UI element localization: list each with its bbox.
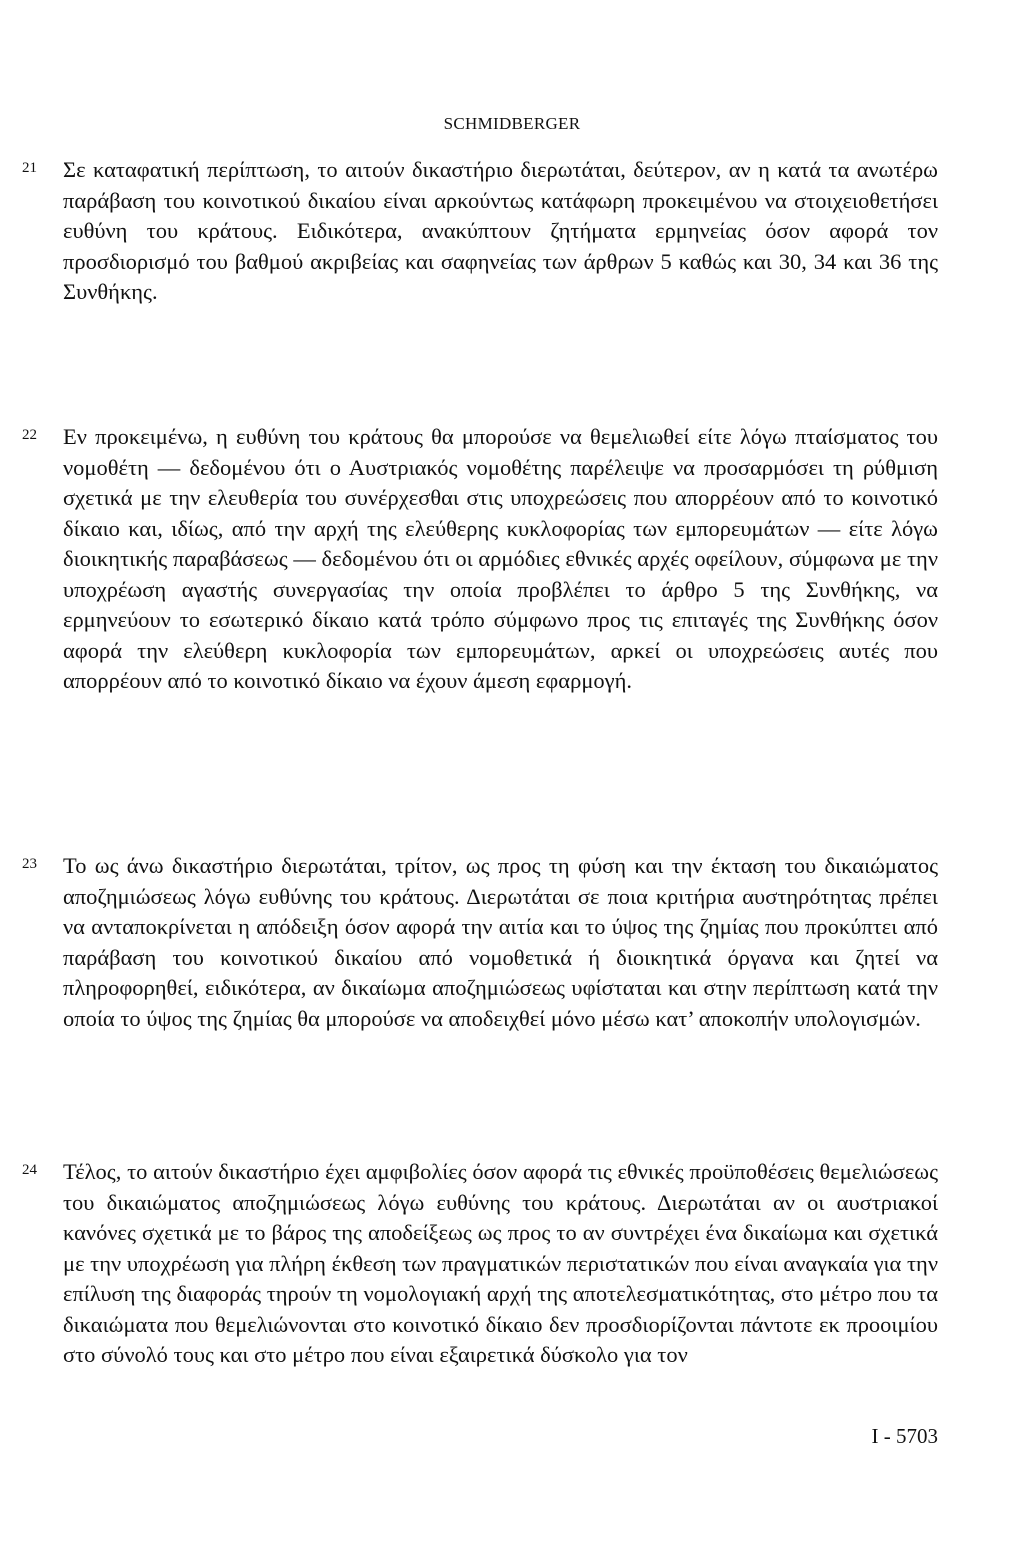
paragraph-text: Το ως άνω δικαστήριο διερωτάται, τρίτον, ως προς τη φύση και την έκταση του δικαιώματος αποζημιώσεως λόγω ευθύνης του κράτους. Διερωτάται σε ποια κριτήρια αυστηρότητας πρέπει να ανταποκρίνεται η απόδειξη όσον αφορά την αιτία και το ύψος της ζημίας που προκύπτει από παράβαση του κοινοτικού δικαίου από νομοθετικά ή διοικητικά όργανα και ζητεί να πληροφορηθεί, ειδικότερα, αν δικαίωμα αποζημιώσεως υφίσταται και στην περίπτωση κατά την οποία το ύψος της ζημίας θα μπορούσε να αποδειχθεί μόνο μέσω κατ’ αποκοπήν υπολογισμών. xyxy=(63,853,938,1031)
paragraph-number: 24 xyxy=(22,1162,37,1178)
paragraph-text: Σε καταφατική περίπτωση, το αιτούν δικαστήριο διερωτάται, δεύτερον, αν η κατά τα ανωτέρω παράβαση του κοινοτικού δικαίου είναι αρκούντως κατάφωρη προκειμένου να στοιχειοθετήσει ευθύνη του κράτους. Ειδικότερα, ανακύπτουν ζητήματα ερμηνείας όσον αφορά τον προσδιορισμό του βαθμού ακριβείας και σαφηνείας των άρθρων 5 καθώς και 30, 34 και 36 της Συνθήκης. xyxy=(63,157,938,304)
running-header: SCHMIDBERGER xyxy=(443,114,581,133)
paragraph-text: Τέλος, το αιτούν δικαστήριο έχει αμφιβολίες όσον αφορά τις εθνικές προϋποθέσεις θεμελιώσεως του δικαιώματος αποζημιώσεως λόγω ευθύνης του κράτους. Διερωτάται αν οι αυστριακοί κανόνες σχετικά με το βάρος της αποδείξεως ως προς το αν συντρέχει ένα δικαίωμα και σχετικά με την υποχρέωση για πλήρη έκθεση των πραγματικών περιστατικών που είναι αναγκαία για την επίλυση της διαφοράς τηρούν τη νομολογιακή αρχή της αποτελεσματικότητας, στο μέτρο που τα δικαιώματα που θεμελιώνονται στο κοινοτικό δίκαιο δεν προσδιορίζονται πάντοτε εκ προοιμίου στο σύνολό τους και στο μέτρο που είναι εξαιρετικά δύσκολο για τον xyxy=(63,1159,938,1367)
paragraph-number: 23 xyxy=(22,856,37,872)
paragraph-text: Εν προκειμένω, η ευθύνη του κράτους θα μπορούσε να θεμελιωθεί είτε λόγω πταίσματος του νομοθέτη — δεδομένου ότι ο Αυστριακός νομοθέτης παρέλειψε να προσαρμόσει τη ρύθμιση σχετικά με την ελευθερία του συνέρχεσθαι στις υποχρεώσεις που απορρέουν από το κοινοτικό δίκαιο και, ιδίως, από την αρχή της ελεύθερης κυκλοφορίας των εμπορευμάτων — είτε λόγω διοικητικής παραβάσεως — δεδομένου ότι οι αρμόδιες εθνικές αρχές οφείλουν, σύμφωνα με την υποχρέωση αγαστής συνεργασίας την οποία προβλέπει το άρθρο 5 της Συνθήκης, να ερμηνεύουν το εσωτερικό δίκαιο κατά τρόπο σύμφωνο προς τις επιταγές της Συνθήκης όσον αφορά την ελεύθερη κυκλοφορία των εμπορευμάτων, αρκεί οι υποχρεώσεις αυτές που απορρέουν από το κοινοτικό δίκαιο να έχουν άμεση εφαρμογή. xyxy=(63,424,938,693)
page-number: I - 5703 xyxy=(871,1424,938,1448)
paragraph-number: 21 xyxy=(22,160,37,176)
paragraph-number: 22 xyxy=(22,427,37,443)
